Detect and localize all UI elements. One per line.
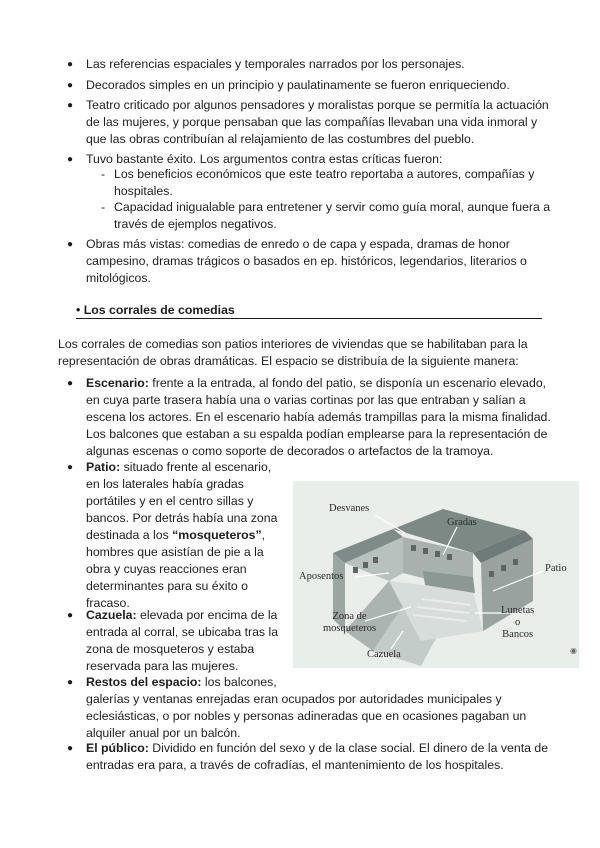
patio-comma: , [261, 528, 266, 542]
escenario-line: escena los actores. En el escenario había además trampillas para la misma finalidad. [86, 410, 551, 424]
mosqueteros-term: “mosqueteros” [172, 528, 262, 542]
bullet-obras [67, 236, 527, 287]
bullet-teatro-criticado [67, 97, 549, 148]
patio-line: bancos. Por detrás había una zona [86, 511, 278, 525]
publico-term: El público: [86, 741, 149, 755]
intro-line: representación de obras dramáticas. El espacio se distribuía de la siguiente manera: [58, 354, 519, 368]
bullet-dot: ● [67, 239, 74, 250]
intro-line: Los corrales de comedias son patios interiores de viviendas que se habilitaban para la [58, 337, 528, 351]
dash-marker: - [101, 200, 106, 214]
cazuela-line: entrada al corral, se ubicaba tras la [86, 625, 279, 639]
dash-line: Capacidad inigualable para entretener y servir como guía moral, aunque fuera a [114, 200, 551, 214]
bullet-text: Las referencias espaciales y temporales narrados por los personajes. [86, 57, 465, 71]
patio-line: situado frente al escenario, [120, 460, 272, 474]
patio-line: fracaso. [86, 596, 130, 610]
bullet-escenario [67, 375, 551, 460]
label-cazuela: Cazuela [367, 649, 401, 660]
restos-line: alquiler anual por un balcón. [86, 726, 241, 740]
bullet-dot: ● [67, 677, 74, 688]
patio-line: en los laterales había gradas [86, 477, 244, 491]
bullet-cazuela [67, 607, 279, 675]
bullet-line: Teatro criticado por algunos pensadores y moralistas porque se permitía la actuación [86, 98, 549, 112]
publico-line: entradas era para, a través de cofradías, el mantenimiento de los hospitales. [86, 758, 504, 772]
bullet-text: Tuvo bastante éxito. Los argumentos contra estas críticas fueron: [86, 152, 443, 166]
label-aposentos: Aposentos [299, 571, 344, 582]
dash-line: través de ejemplos negativos. [114, 217, 277, 231]
label-lunetas-line: Bancos [502, 629, 534, 640]
bullet-dot: ● [67, 610, 74, 621]
bullet-referencias [67, 56, 465, 73]
dash-item-beneficios [101, 166, 535, 200]
cazuela-line: reservada para las mujeres. [86, 659, 239, 673]
restos-line: eclesiásticas, o por nobles y personas adineradas que en ocasiones pagaban un [86, 709, 527, 723]
label-zona-mosqueteros [323, 611, 376, 635]
label-patio: Patio [545, 563, 567, 574]
patio-line: obra y cuyas reacciones eran [86, 562, 247, 576]
restos-line: galerías y ventanas enrejadas eran ocupados por autoridades municipales y [86, 692, 502, 706]
bullet-dot: ● [67, 154, 74, 165]
figure-corner-icon: ◉ [570, 646, 577, 655]
label-lunetas-line: o [515, 617, 521, 628]
bullet-line: que las obras contribuían al relajamiento de las costumbres del pueblo. [86, 132, 475, 146]
bullet-dot: ● [67, 462, 74, 473]
bullet-publico [67, 740, 549, 774]
patio-line: determinantes para su éxito o [86, 579, 249, 593]
bullet-line: mitológicos. [86, 271, 151, 285]
label-lunetas-line: Lunetas [501, 605, 535, 616]
dash-line: Los beneficios económicos que este teatro reportaba a autores, compañías y [114, 167, 535, 181]
patio-line: destinada a los [86, 528, 173, 542]
escenario-term: Escenario: [86, 376, 149, 390]
bullet-dot: ● [67, 100, 74, 111]
restos-term: Restos del espacio: [86, 675, 202, 689]
patio-term: Patio: [86, 460, 121, 474]
cazuela-term: Cazuela: [86, 608, 137, 622]
escenario-line: frente a la entrada, al fondo del patio, se disponía un escenario elevado, [148, 376, 547, 390]
bullet-decorados [67, 77, 510, 94]
bullet-patio [67, 459, 278, 612]
bullet-line: de las mujeres, y porque pensaban que las compañías llevaban una vida inmoral y [86, 115, 538, 129]
bullet-dot: ● [67, 80, 74, 91]
dash-item-capacidad [101, 199, 551, 233]
label-zona-line: mosqueteros [323, 623, 377, 634]
bullet-dot: ● [67, 743, 74, 754]
bullet-line: Obras más vistas: comedias de enredo o de capa y espada, dramas de honor [86, 237, 510, 251]
label-zona-line: Zona de [332, 611, 367, 622]
bullet-dot: ● [67, 59, 74, 70]
escenario-line: algunas escenas o como soporte de decorados o artefactos de la tramoya. [86, 444, 494, 458]
cazuela-line: zona de mosqueteros y estaba [86, 642, 255, 656]
bullet-dot: ● [67, 378, 74, 389]
bullet-text: Decorados simples en un principio y paulatinamente se fueron enriqueciendo. [86, 78, 510, 92]
intro-paragraph [58, 336, 528, 370]
dash-marker: - [101, 167, 106, 181]
label-desvanes: Desvanes [329, 503, 370, 514]
bullet-restos [67, 674, 527, 742]
patio-line: portátiles y en el centro sillas y [86, 494, 254, 508]
bullet-line: campesino, dramas trágicos o basados en ep. históricos, legendarios, literarios o [86, 254, 527, 268]
label-lunetas [501, 605, 534, 641]
escenario-line: en cuya parte trasera había una o varias cortinas por las que entraban y salían a [86, 393, 526, 407]
label-gradas: Gradas [447, 517, 477, 528]
cazuela-line: elevada por encima de la [136, 608, 278, 622]
dash-line: hospitales. [114, 184, 173, 198]
restos-line: los balcones, [201, 675, 277, 689]
escenario-line: Los balcones que estaban a su espalda podían emplearse para la representación de [86, 427, 548, 441]
corral-diagram-figure [293, 481, 579, 668]
section-heading: • Los corrales de comedias [76, 302, 542, 319]
publico-line: Dividido en función del sexo y de la clase social. El dinero de la venta de [148, 741, 549, 755]
patio-line: hombres que asistían de pie a la [86, 545, 264, 559]
